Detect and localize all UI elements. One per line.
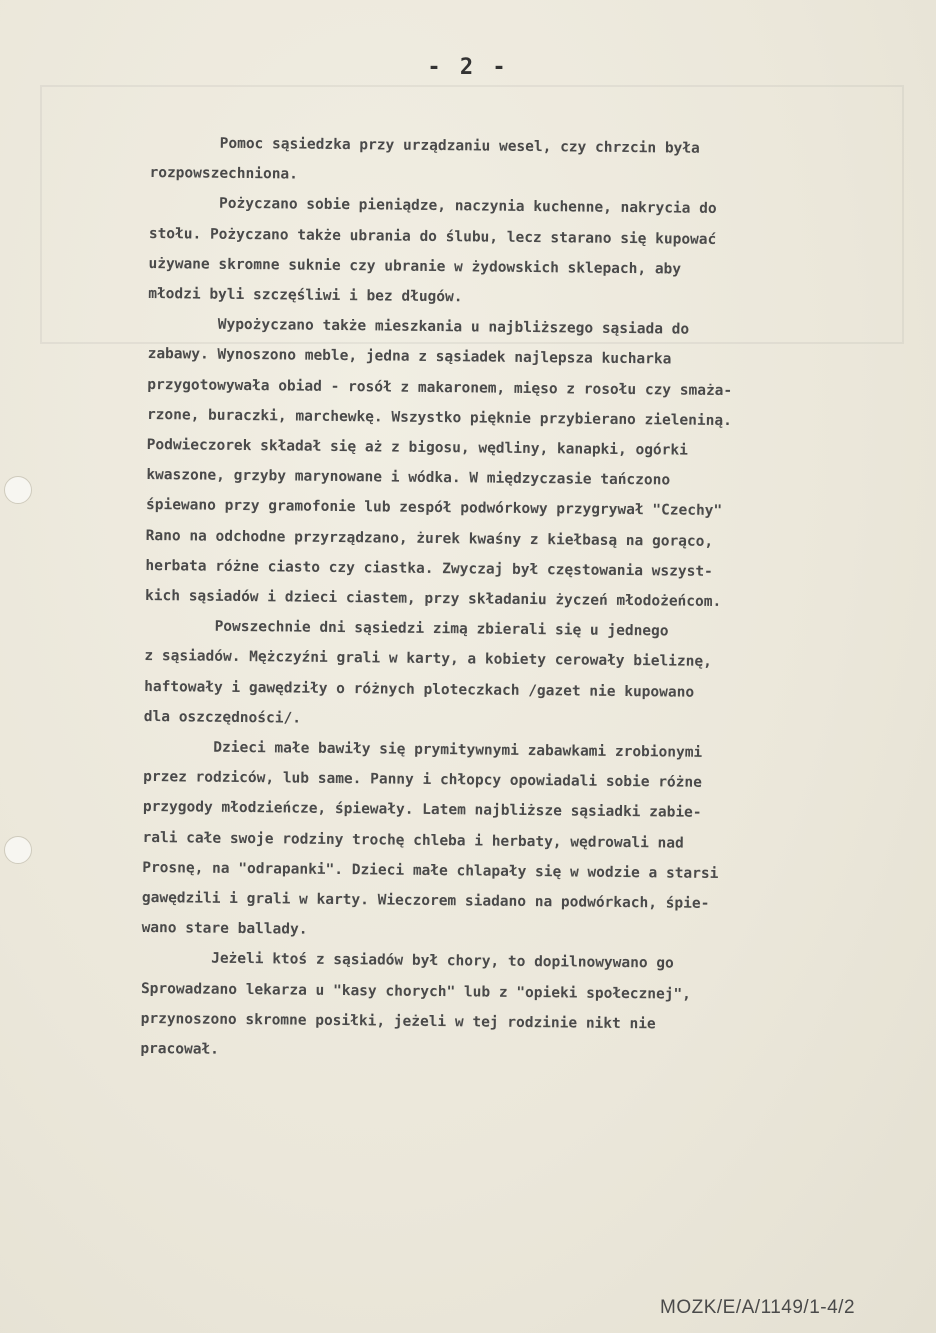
text-line: przez rodziców, lub same. Panny i chłopcy opowiadali sobie różne <box>143 769 702 792</box>
punch-hole-top <box>4 476 32 504</box>
text-line: Pomoc sąsiedzka przy urządzaniu wesel, czy chrzcin była <box>149 134 700 157</box>
text-line: przygotowywała obiad - rosół z makaronem, mięso z rosołu czy smaża- <box>147 376 733 399</box>
text-line: Podwieczorek składał się aż z bigosu, wędliny, kanapki, ogórki <box>146 437 688 459</box>
text-line: śpiewano przy gramofonie lub zespół podwórkowy przygrywał "Czechy" <box>145 497 723 520</box>
text-line: zabawy. Wynoszono meble, jedna z sąsiadek najlepsza kucharka <box>147 346 672 368</box>
text-line: Sprowadzano lekarza u "kasy chorych" lub z "opieki społecznej", <box>140 980 692 1003</box>
text-line: rzone, buraczki, marchewkę. Wszystko pięknie przybierano zieleniną. <box>146 406 732 429</box>
text-line: herbata różne ciasto czy ciastka. Zwyczaj był częstowania wszyst- <box>145 557 713 580</box>
text-line: rali całe swoje rodziny trochę chleba i herbaty, wędrowali nad <box>142 829 684 852</box>
text-line: używane skromne suknie czy ubranie w żydowskich sklepach, aby <box>148 255 682 278</box>
text-line: przygody młodzieńcze, śpiewały. Latem najbliższe sąsiadki zabie- <box>142 799 702 822</box>
text-line: z sąsiadów. Mężczyźni grali w karty, a kobiety cerowały bieliznę, <box>144 648 712 671</box>
typewritten-body <box>140 128 920 1072</box>
text-line: gawędzili i grali w karty. Wieczorem siadano na podwórkach, śpie- <box>141 890 710 912</box>
text-line: dla oszczędności/. <box>143 708 302 727</box>
page-number: - 2 - <box>427 55 509 80</box>
text-line: Prosnę, na "odrapanki". Dzieci małe chlapały się w wodzie a starsi <box>142 859 719 882</box>
text-line: wano stare ballady. <box>141 920 308 938</box>
punch-hole-bottom <box>4 836 32 864</box>
text-line: młodzi byli szczęśliwi i bez długów. <box>148 286 463 306</box>
text-line: przynoszono skromne posiłki, jeżeli w tej rodzinie nikt nie <box>140 1010 656 1033</box>
archive-reference: MOZK/E/A/1149/1-4/2 <box>660 1297 856 1318</box>
text-line: rozpowszechniona. <box>149 165 299 183</box>
text-line: kwaszone, grzyby marynowane i wódka. W międzyczasie tańczono <box>146 467 671 489</box>
text-line: Wypożyczano także mieszkania u najbliższego sąsiada do <box>147 316 690 338</box>
text-line: Powszechnie dni sąsiedzi zimą zbierali się u jednego <box>144 618 669 640</box>
text-line: stołu. Pożyczano także ubrania do ślubu, lecz starano się kupować <box>148 225 717 248</box>
text-line: Rano na odchodne przyrządzano, żurek kwaśny z kiełbasą na gorąco, <box>145 527 714 550</box>
text-line: pracował. <box>140 1041 220 1058</box>
text-line: Pożyczano sobie pieniądze, naczynia kuchenne, nakrycia do <box>149 195 717 218</box>
text-line: kich sąsiadów i dzieci ciastem, przy składaniu życzeń młodożeńcom. <box>145 588 722 611</box>
text-line: Jeżeli ktoś z sąsiadów był chory, to dopilnowywano go <box>141 950 674 973</box>
text-line: haftowały i gawędziły o różnych ploteczkach /gazet nie kupowano <box>144 678 695 701</box>
text-line: Dzieci małe bawiły się prymitywnymi zabawkami zrobionymi <box>143 739 703 761</box>
